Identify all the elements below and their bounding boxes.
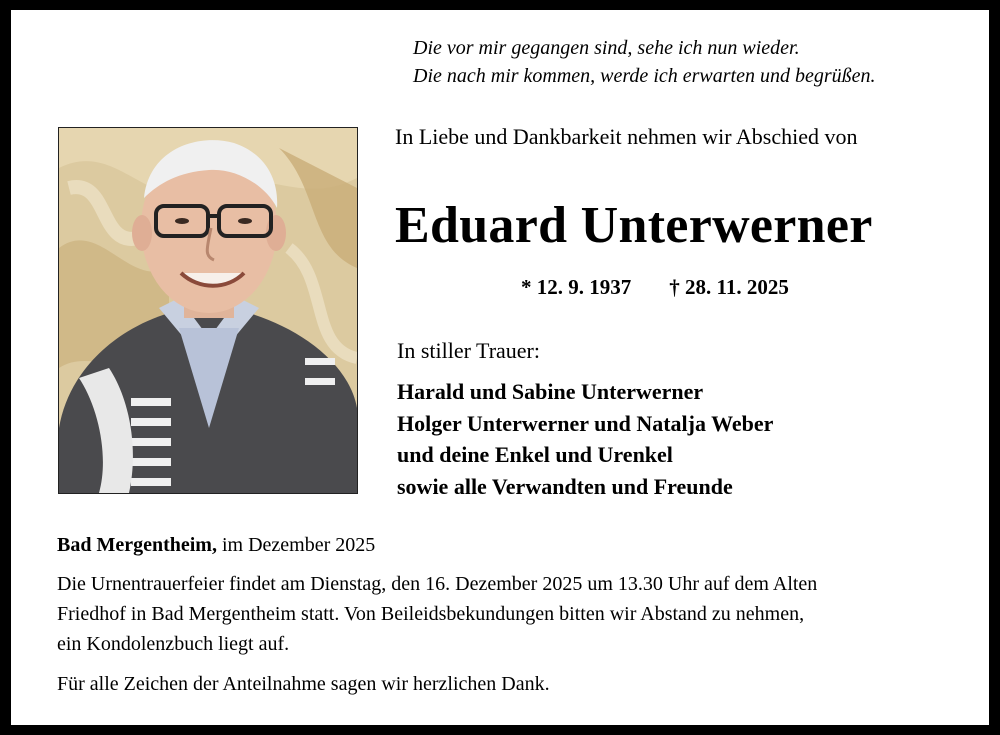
poem-line-1: Die vor mir gegangen sind, sehe ich nun wieder.	[413, 37, 800, 59]
mourner-line: sowie alle Verwandten und Freunde	[397, 473, 733, 499]
place-date: im Dezember 2025	[216, 534, 376, 556]
notice-line-1: Die Urnentrauerfeier findet am Dienstag, den 16. Dezember 2025 um 13.30 Uhr auf dem Alten	[57, 573, 818, 595]
place-city: Bad Mergentheim,	[57, 534, 217, 556]
mourner-line: und deine Enkel und Urenkel	[397, 442, 673, 467]
deceased-name: Eduard Unterwerner	[395, 197, 873, 254]
mourners-list	[397, 376, 773, 502]
notice-line-2: Friedhof in Bad Mergentheim statt. Von Beileidsbekundungen bitten wir Abstand zu nehmen,	[57, 603, 805, 625]
mourner-line: Holger Unterwerner und Natalja Weber	[397, 410, 774, 436]
mourning-label: In stiller Trauer:	[397, 338, 540, 363]
life-dates	[521, 275, 789, 300]
birth-date: * 12. 9. 1937	[521, 275, 632, 299]
thanks-line: Für alle Zeichen der Anteilnahme sagen wir herzlichen Dank.	[57, 673, 550, 695]
death-date: † 28. 11. 2025	[669, 275, 789, 299]
notice-line-3: ein Kondolenzbuch liegt auf.	[57, 633, 290, 655]
place-date-line	[57, 534, 375, 557]
mourner-line: Harald und Sabine Unterwerner	[397, 379, 704, 404]
poem-verse	[413, 34, 973, 90]
obituary-notice	[11, 10, 989, 725]
farewell-intro: In Liebe und Dankbarkeit nehmen wir Abschied von	[395, 124, 858, 149]
poem-line-2: Die nach mir kommen, werde ich erwarten und begrüßen.	[413, 65, 876, 87]
funeral-notice	[57, 569, 961, 659]
portrait-photo	[58, 127, 358, 494]
